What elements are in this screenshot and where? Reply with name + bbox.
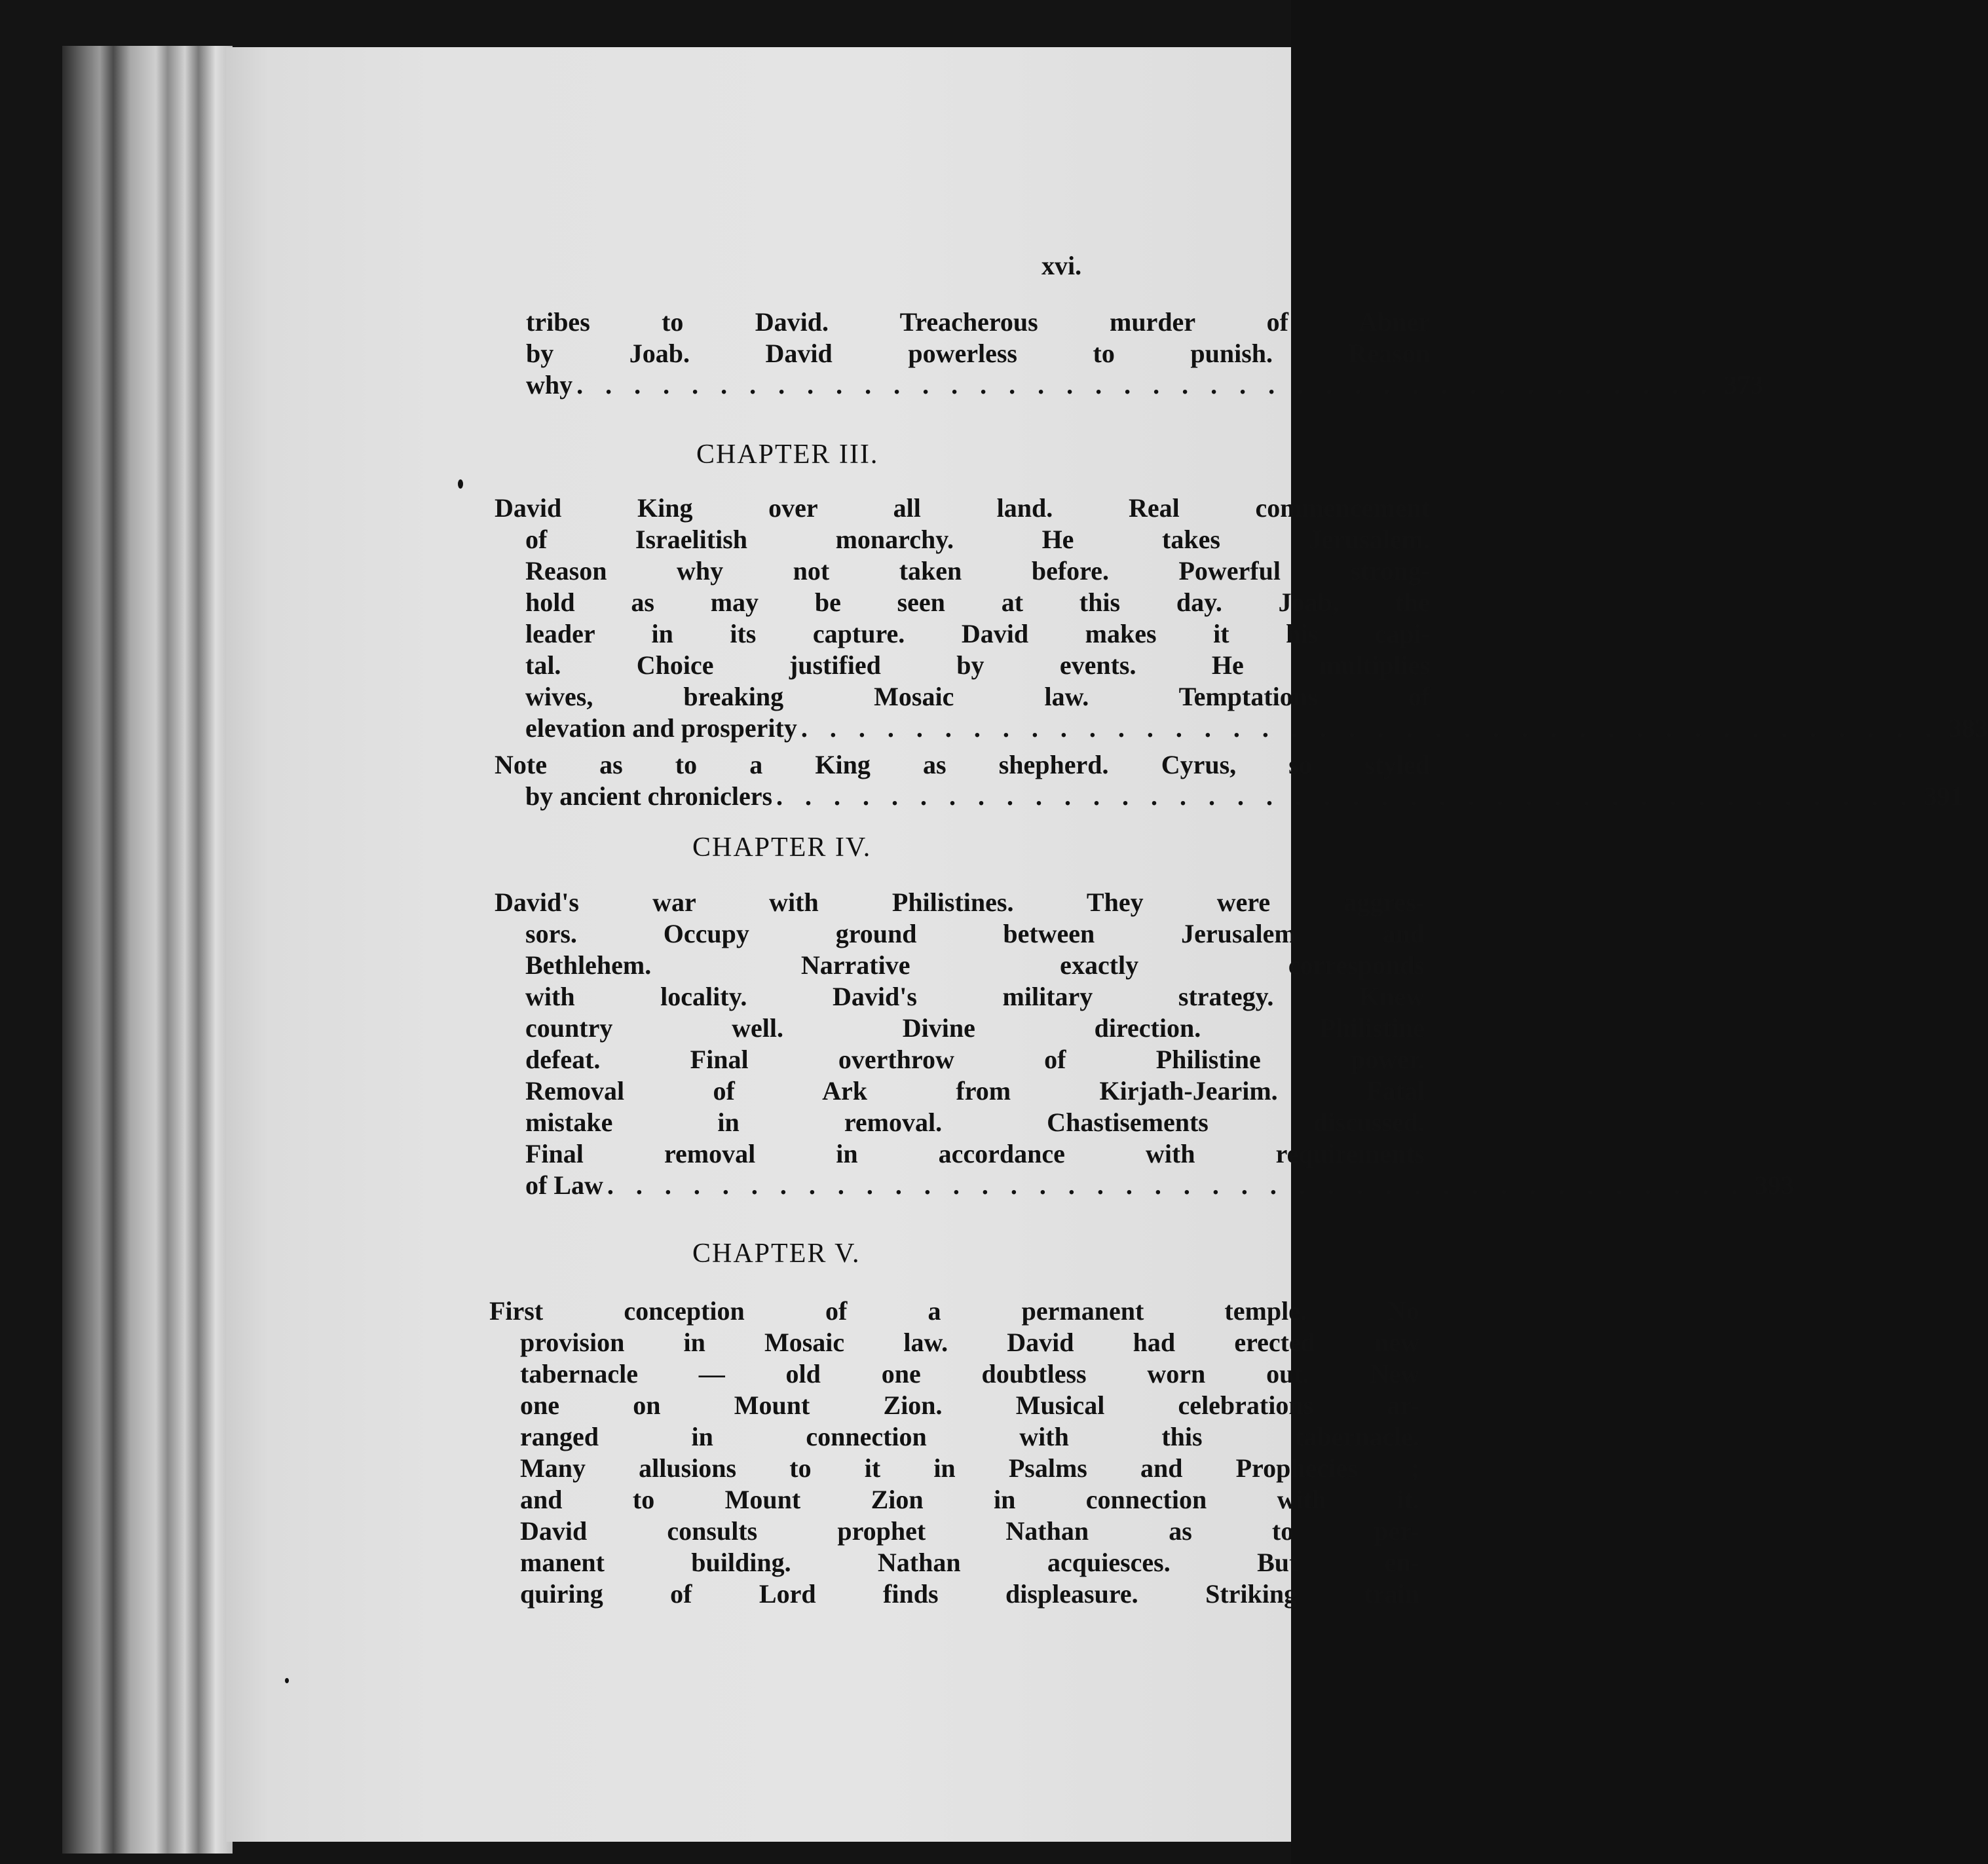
entry-leader-line <box>525 1170 1794 1201</box>
entry-line: tribes to David. Treacherous murder of Abner <box>526 307 1430 337</box>
chapter-heading: CHAPTER III. <box>696 439 879 470</box>
dot-leader: . . . . . . . . . . . . . . . . . . . . . . . . . . . . . . . . . . . . . . . . <box>607 1170 1746 1200</box>
toc-entry <box>495 749 1964 812</box>
toc-entry <box>495 887 1794 1201</box>
chapter-heading: CHAPTER IV. <box>692 832 872 863</box>
entry-line: with locality. David's military strategy. Knew <box>525 982 1425 1011</box>
entry-line: one on Mount Zion. Musical celebrations ar- <box>520 1390 1419 1420</box>
entry-line: defeat. Final overthrow of Philistine power. <box>525 1045 1425 1074</box>
entry-line: tal. Choice justified by events. He multiplies <box>525 650 1430 680</box>
entry-line: country well. Divine direction. Philistine <box>525 1013 1425 1043</box>
entry-line: by Joab. David powerless to punish. Reason <box>526 339 1430 368</box>
entry-line: ranged in connection with this tabernacle. <box>520 1422 1419 1451</box>
page-reference: 391 <box>1924 781 1964 811</box>
entry-leader-text: of Law <box>525 1170 603 1200</box>
entry-line: quiring of Lord finds displeasure. Striking train <box>520 1579 1419 1609</box>
toc-entry-continued <box>526 307 1764 401</box>
entry-line: sors. Occupy ground between Jerusalem and <box>525 919 1425 948</box>
entry-leader-text: elevation and prosperity <box>525 713 797 743</box>
toc-entry <box>489 1295 1419 1610</box>
entry-line: Many allusions to it in Psalms and Prophecies ; <box>520 1453 1419 1483</box>
dot-leader: . . . . . . . . . . . . . . . . . . . . . . . . . . . . . . . . . . . . . . . . <box>776 781 1915 811</box>
dot-leader: . . . . . . . . . . . . . . . . . . . . . . . . . . . . . . . . . . . . . . . . <box>800 713 1940 743</box>
entry-line: and to Mount Zion in connection with it. <box>520 1485 1419 1514</box>
entry-line: Bethlehem. Narrative exactly corresponds <box>525 950 1425 980</box>
toc-entry <box>495 493 1988 744</box>
page-reference: 373 <box>1724 370 1764 400</box>
entry-line: Reason why not taken before. Powerful strong- <box>525 556 1430 586</box>
entry-line: of Israelitish monarchy. He takes Jerusalem. <box>525 525 1430 554</box>
entry-leader-text: why <box>526 370 573 400</box>
document-page <box>226 47 1988 1842</box>
entry-first-line: David King over all land. Real commencement <box>495 493 1430 523</box>
ink-speck <box>285 1678 289 1683</box>
entry-line: mistake in removal. Chastisements discussed. <box>525 1108 1425 1137</box>
entry-line: wives, breaking Mosaic law. Temptations of <box>525 682 1430 711</box>
entry-first-line: First conception of a permanent temple. No <box>489 1296 1419 1326</box>
page-reference: 393 <box>1754 1170 1794 1200</box>
entry-line: Final removal in accordance with requirements <box>525 1139 1425 1168</box>
page-number: xvi. <box>1041 251 1082 280</box>
entry-leader-text: by ancient chroniclers <box>525 781 773 811</box>
chapter-heading: CHAPTER V. <box>692 1239 861 1269</box>
entry-first-line: David's war with Philistines. They were aggres- <box>495 887 1425 917</box>
ink-speck <box>458 479 463 489</box>
entry-line: manent building. Nathan acquiesces. But en- <box>520 1548 1419 1577</box>
entry-leader-line <box>526 369 1764 401</box>
entry-leader-line <box>525 713 1988 744</box>
book-spine-edge <box>62 46 233 1854</box>
page-reference: 383 <box>1948 713 1988 743</box>
entry-line: provision in Mosaic law. David had erected new <box>520 1328 1419 1357</box>
entry-first-line: Note as to a King as shepherd. Cyrus, so styled <box>495 750 1430 779</box>
entry-line: Removal of Ark from Kirjath-Jearim. Fatal <box>525 1076 1425 1106</box>
entry-line: tabernacle — old one doubtless worn out. New <box>520 1359 1419 1389</box>
entry-leader-line <box>525 781 1964 812</box>
dot-leader: . . . . . . . . . . . . . . . . . . . . . . . . . . . . . . . . . . . . . . . . <box>576 370 1716 400</box>
entry-line: David consults prophet Nathan as to per- <box>520 1516 1419 1546</box>
entry-line: leader in its capture. David makes it his capi- <box>525 619 1430 648</box>
entry-line: hold as may be seen at this day. Joab, the <box>525 587 1430 617</box>
